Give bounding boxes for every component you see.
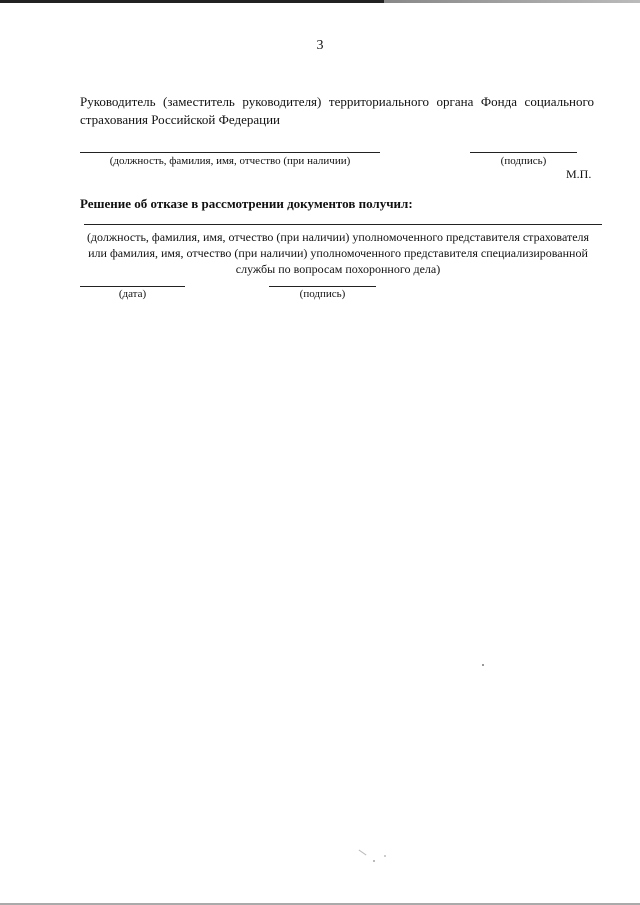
refusal-received-heading: Решение об отказе в рассмотрении документов получил: bbox=[80, 196, 413, 211]
official-title-paragraph: Руководитель (заместитель руководителя) территориального органа Фонда социального страхования Российской Федерации bbox=[80, 94, 594, 127]
recipient-caption: (должность, фамилия, имя, отчество (при наличии) уполномоченного представителя страхователя или фамилия, имя, отчество (при наличии) уполномоченного представителя специализированной службы по вопросам похоронного дела) bbox=[86, 230, 590, 276]
stamp-place-label: М.П. bbox=[566, 167, 592, 181]
page-number: 3 bbox=[316, 38, 324, 53]
scan-speck bbox=[384, 855, 386, 857]
scan-speck bbox=[373, 860, 375, 862]
scan-speck bbox=[482, 664, 484, 666]
recipient-signature-line bbox=[269, 286, 376, 287]
recipient-line bbox=[84, 224, 602, 225]
date-line bbox=[80, 286, 185, 287]
scan-top-edge bbox=[0, 0, 640, 3]
position-name-caption: (должность, фамилия, имя, отчество (при наличии) bbox=[109, 155, 351, 167]
recipient-signature-caption: (подпись) bbox=[299, 288, 346, 300]
date-caption: (дата) bbox=[118, 288, 147, 300]
signature-line bbox=[470, 152, 577, 153]
signature-caption: (подпись) bbox=[500, 155, 547, 167]
scan-speck bbox=[359, 850, 367, 856]
position-name-line bbox=[80, 152, 380, 153]
